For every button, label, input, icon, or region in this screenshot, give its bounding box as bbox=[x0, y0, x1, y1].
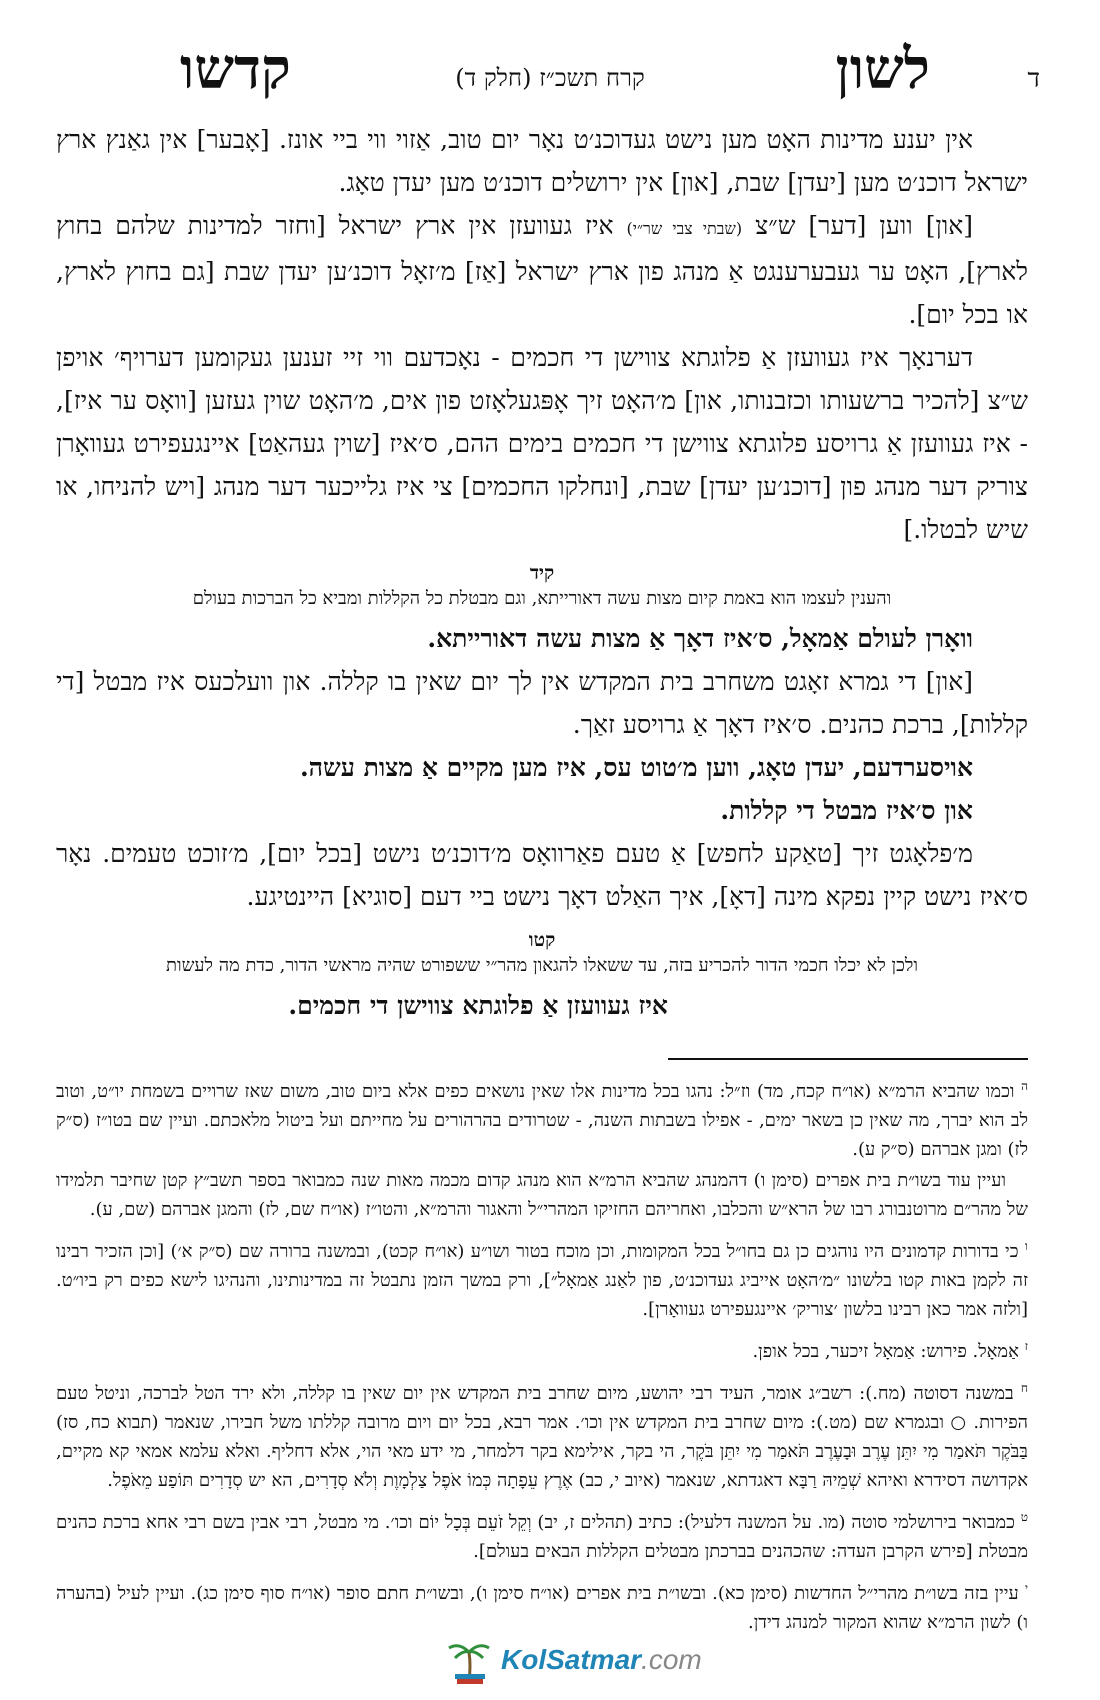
paragraph: אין יענע מדינות האָט מען נישט געדוכנ׳ט נאָר יום טוב, אַזוי ווי ביי אונז. [אָבער] אין גאַנץ ארץ ישראל דוכנ׳ט מען [יעדן] שבת, [און] אין ירושלים דוכנ׳ט מען יעדן טאָג. bbox=[56, 125, 1028, 197]
footnote bbox=[56, 1332, 1028, 1366]
paragraph-text: איז געוועזן אין ארץ ישראל [וחזר למדינות שלהם בחוץ לארץ], האָט ער געבערענגט אַ מנהג פון ארץ ישראל [אַז] מ׳זאָל דוכנ׳ען יעדן שבת [גם בחוץ לארץ, או בכל יום]. bbox=[56, 211, 1028, 329]
footnote-mark: ז bbox=[1024, 1339, 1028, 1353]
paragraph: אויסערדעם, יעדן טאָג, ווען מ׳טוט עס, איז מען מקיים אַ מצות עשה. bbox=[299, 753, 973, 782]
section-summary: ולכן לא יכלו חכמי הדור להכריע בזה, עד ששאלו להגאון מהר״י ששפורט שהיה מראשי הדור, כדת מה לעשות bbox=[166, 955, 918, 976]
paragraph-text: [און] ווען [דער] ש״צ bbox=[755, 211, 973, 240]
logo-domain: .com bbox=[641, 1644, 702, 1675]
footnote bbox=[56, 1503, 1028, 1566]
paragraph: און ס׳איז מבטל די קללות. bbox=[720, 796, 973, 825]
footnote-text: כי בדורות קדמונים היו נוהגים כן גם בחו״ל בכל המקומות, וכן מוכח בטור ושו״ע (או״ח קכט), ובמשנה ברורה שם (ס״ק א׳) [וכן הזכיר רבינו זה לקמן באות קטו בלשונו ״מ׳האָט אייביג געדוכנ׳ט, פון לאַנג אַמאָל״], ורק במשך הזמן נתבטל זה במדינותינו, והנהיגו לישא כפים רק ביו״ט. [ולזה אמר כאן רבינו בלשון ׳צוריק׳ איינגעפירט געוואָרן]. bbox=[56, 1241, 1028, 1320]
footnote-mark: ט bbox=[1020, 1510, 1028, 1524]
footnote-text: וכמו שהביא הרמ״א (או״ח קכח, מד) וז״ל: נהגו בכל מדינות אלו שאין נושאים כפים אלא ביום טוב, משום שאז שרויים בשמחת יו״ט, וטוב לב הוא יברך, מה שאין כן בשאר ימים, - אפילו בשבתות השנה, - שטרודים בהרהורים על מחייתם ועל ביטול מלאכתם. ועיין שם בטו״ז (ס״ק לז) ומגן אברהם (ס״ק ע). bbox=[56, 1081, 1028, 1160]
footnote-text: עיין בזה בשו״ת מהרי״ל החדשות (סימן כא). ובשו״ת בית אפרים (או״ח סימן ו), ובשו״ת חתם סופר (או״ח סוף סימן כג). ועיין לעיל (בהערה ו) לשון הרמ״א שהוא המקור למנהג דידן. bbox=[56, 1583, 1028, 1633]
section-marker bbox=[56, 561, 1028, 611]
paragraph: וואָרן לעולם אַמאָל, ס׳איז דאָך אַ מצות עשה דאורייתא. bbox=[427, 624, 973, 653]
main-text bbox=[56, 118, 1028, 1027]
running-title-left: קדשו bbox=[180, 36, 291, 102]
paragraph: איז געוועזן אַ פלוגתא צווישן די חכמים. bbox=[288, 991, 668, 1020]
paragraph: מ׳פלאָגט זיך [טאַקע לחפש] אַ טעם פאַרוואָס מ׳דוכנ׳ט נישט [בכל יום], מ׳זוכט טעמים. נאָר ס׳איז נישט קיין נפקא מינה [דאָ], איך האַלט דאָך נישט ביי דעם [סוגיא] היינטיגע. bbox=[56, 839, 1028, 911]
running-subtitle: קרח תשכ״ז (חלק ד) bbox=[455, 64, 645, 92]
footnotes bbox=[56, 1072, 1028, 1645]
footnote bbox=[56, 1574, 1028, 1637]
palm-tree-books-icon bbox=[445, 1636, 495, 1686]
footnote-text: כמבואר בירושלמי סוטה (מו. על המשנה דלעיל): כתיב (תהלים ז, יב) וְקֵל זֹעֵם בְּכָל יוֹם וכו׳. מי מבטל, רבי אבין בשם רבי אחא ברכת כהנים מבטלת [פירש הקרבן העדה: שהכהנים בברכתן מבטלים הקללות הבאים בעולם]. bbox=[56, 1512, 1028, 1562]
footnote-text: ועיין עוד בשו״ת בית אפרים (סימן ו) דהמנהג שהביא הרמ״א הוא מנהג קדום מכמה מאות שנה כמבואר בספר תשב״ץ קטן שחיבר תלמידו של מהר״ם מרוטנבורג רבו של הרא״ש והכלבו, ואחריהם החזיקו המהרי״ל והאגור והרמ״א, והטו״ז (או״ח שם, לז) והמגן אברהם (שם, ע). bbox=[56, 1170, 1028, 1220]
footnote-mark: י bbox=[1024, 1581, 1028, 1595]
site-logo[interactable] bbox=[445, 1636, 702, 1686]
section-marker bbox=[56, 928, 1028, 978]
running-title-right: לשון bbox=[835, 36, 930, 102]
section-number: קיד bbox=[529, 562, 555, 584]
footnote bbox=[56, 1374, 1028, 1495]
footnote-divider bbox=[668, 1058, 1028, 1060]
page-number: ד bbox=[1027, 64, 1040, 94]
footnote-text: אַמאָל. פירוש: אַמאָל זיכער, בכל אופן. bbox=[752, 1341, 1019, 1362]
section-number: קטו bbox=[528, 929, 556, 951]
footnote-continuation bbox=[56, 1166, 1028, 1224]
footnote-mark: ה bbox=[1021, 1079, 1028, 1093]
paragraph: דערנאָך איז געוועזן אַ פלוגתא צווישן די חכמים - נאָכדעם ווי זיי זענען געקומען דערויף׳ אויפן ש״צ [להכיר ברשעותו וכזבנותו, און] מ׳האָט זיך אָפּגעלאָזט פון אים, מ׳האָט שוין געזען [וואָס ער איז], - איז געוועזן אַ גרויסע פלוגתא צווישן די חכמים בימים ההם, ס׳איז [שוין געהאַט] איינגעפירט געוואָרן צוריק דער מנהג פון [דוכנ׳ען יעדן] שבת, [ונחלקו החכמים] צי איז גלייכער דער מנהג [ויש להניחו, או שיש לבטלו.] bbox=[56, 343, 1028, 544]
footnote bbox=[56, 1232, 1028, 1324]
footnote-text: במשנה דסוטה (מח.): רשב״ג אומר, העיד רבי יהושע, מיום שחרב בית המקדש אין יום שאין בו קללה, ולא ירד הטל לברכה, וניטל טעם הפירות. ○ ובגמרא שם (מט.): מיום שחרב בית המקדש אין וכו׳. אמר רבא, בכל יום ויום מרובה קללתו משל חבירו, שנאמר (תבוא כח, סז) בַּבֹּקֶר תֹּאמַר מִי יִתֵּן עֶרֶב וּבָעֶרֶב תֹּאמַר מִי יִתֵּן בֹּקֶר, הי בקר, אילימא בקר דלמחר, מי ידע מאי הוי, אלא דחליף. ואלא עלמא אמאי קא מקיים, אקדושה דסידרא ואיהא שְׁמֵיהּ רַבָּא דאגדתא, שנאמר (איוב י, כב) אֶרֶץ עֵפָתָה כְּמוֹ אֹפֶל צַלְמָוֶת וְלֹא סְדָרִים, הא יש סְדָרִים תּוֹפַע מֵאֹפֶל. bbox=[56, 1383, 1028, 1491]
logo-wordmark: KolSatmar.com bbox=[501, 1644, 702, 1675]
footnote bbox=[56, 1072, 1028, 1164]
footnote-mark: ו bbox=[1024, 1239, 1028, 1253]
section-summary: והענין לעצמו הוא באמת קיום מצות עשה דאורייתא, וגם מבטלת כל הקללות ומביא כל הברכות בעולם bbox=[192, 588, 892, 609]
paragraph bbox=[56, 204, 1028, 336]
paragraph: [און] די גמרא זאָגט משחרב בית המקדש אין לך יום שאין בו קללה. און וועלכעס איז מבטל [די קללות], ברכת כהנים. ס׳איז דאָך אַ גרויסע זאַך. bbox=[56, 667, 1028, 739]
inline-note: (שבתי צבי שר״י) bbox=[626, 219, 743, 238]
footnote-mark: ח bbox=[1020, 1381, 1028, 1395]
page-header bbox=[60, 36, 1040, 106]
